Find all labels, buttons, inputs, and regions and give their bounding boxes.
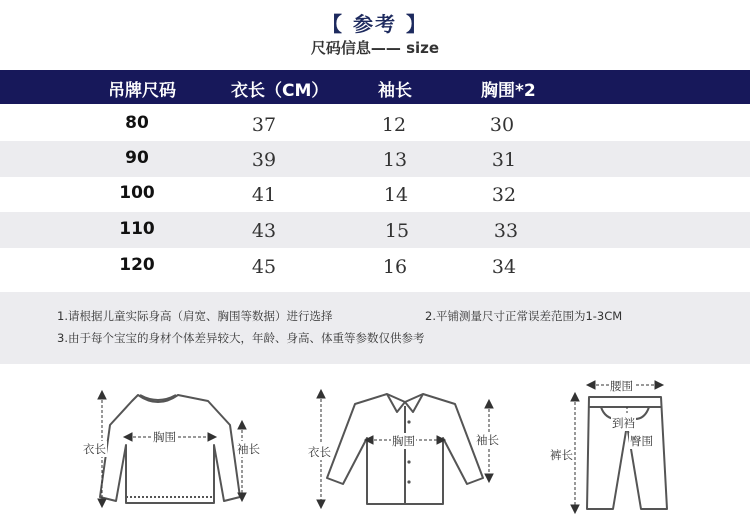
chest-cell: 31: [491, 149, 517, 171]
size-cell: 90: [125, 148, 149, 168]
sleeve-cell: 16: [382, 256, 408, 278]
chest-cell: 34: [491, 256, 517, 278]
page-subtitle: 尺码信息—— size: [310, 39, 440, 57]
pants-waist-label: 腰围: [610, 379, 633, 393]
table-row: [0, 141, 750, 177]
sweater-chest-label: 胸围: [153, 430, 176, 444]
note-1: 1.请根据儿童实际身高（肩宽、胸围等数据）进行选择: [57, 309, 333, 323]
notes-panel: [0, 292, 750, 364]
header-length: 衣长（CM）: [231, 81, 329, 101]
table-row: [0, 248, 750, 284]
sweater-sleeve-label: 袖长: [237, 442, 260, 456]
size-cell: 110: [119, 219, 155, 239]
length-cell: 37: [251, 114, 277, 136]
sweater-diagram: [80, 385, 270, 520]
chest-cell: 33: [493, 220, 519, 242]
length-cell: 41: [251, 184, 277, 206]
sleeve-cell: 13: [382, 149, 408, 171]
pants-length-label: 裤长: [550, 448, 573, 462]
sleeve-cell: 14: [383, 184, 409, 206]
page-title: 【 参考 】: [322, 12, 428, 36]
shirt-icon: [305, 382, 505, 520]
size-cell: 80: [125, 113, 149, 133]
length-cell: 43: [251, 220, 277, 242]
shirt-diagram: [305, 382, 505, 520]
pants-crotch-label: 到裆: [612, 416, 635, 430]
table-row: [0, 176, 750, 212]
header-sleeve: 袖长: [378, 81, 412, 101]
chest-cell: 30: [489, 114, 515, 136]
shirt-chest-label: 胸围: [392, 434, 415, 448]
length-cell: 45: [251, 256, 277, 278]
shirt-length-label: 衣长: [308, 445, 331, 459]
sleeve-cell: 12: [381, 114, 407, 136]
size-cell: 120: [119, 255, 155, 275]
pants-thigh-label: 臀围: [630, 434, 653, 448]
table-row: [0, 106, 750, 142]
length-cell: 39: [251, 149, 277, 171]
header-chest: 胸围*2: [481, 81, 536, 101]
chest-cell: 32: [491, 184, 517, 206]
table-header: [0, 70, 750, 104]
sweater-length-label: 衣长: [83, 442, 106, 456]
size-cell: 100: [119, 183, 155, 203]
header-size: 吊牌尺码: [108, 81, 176, 101]
shirt-sleeve-label: 袖长: [476, 433, 499, 447]
note-2: 2.平铺测量尺寸正常误差范围为1-3CM: [425, 309, 623, 323]
sleeve-cell: 15: [384, 220, 410, 242]
table-row: [0, 212, 750, 248]
note-3: 3.由于每个宝宝的身材个体差异较大，年龄、身高、体重等参数仅供参考: [57, 331, 425, 345]
pants-diagram: [545, 375, 685, 520]
